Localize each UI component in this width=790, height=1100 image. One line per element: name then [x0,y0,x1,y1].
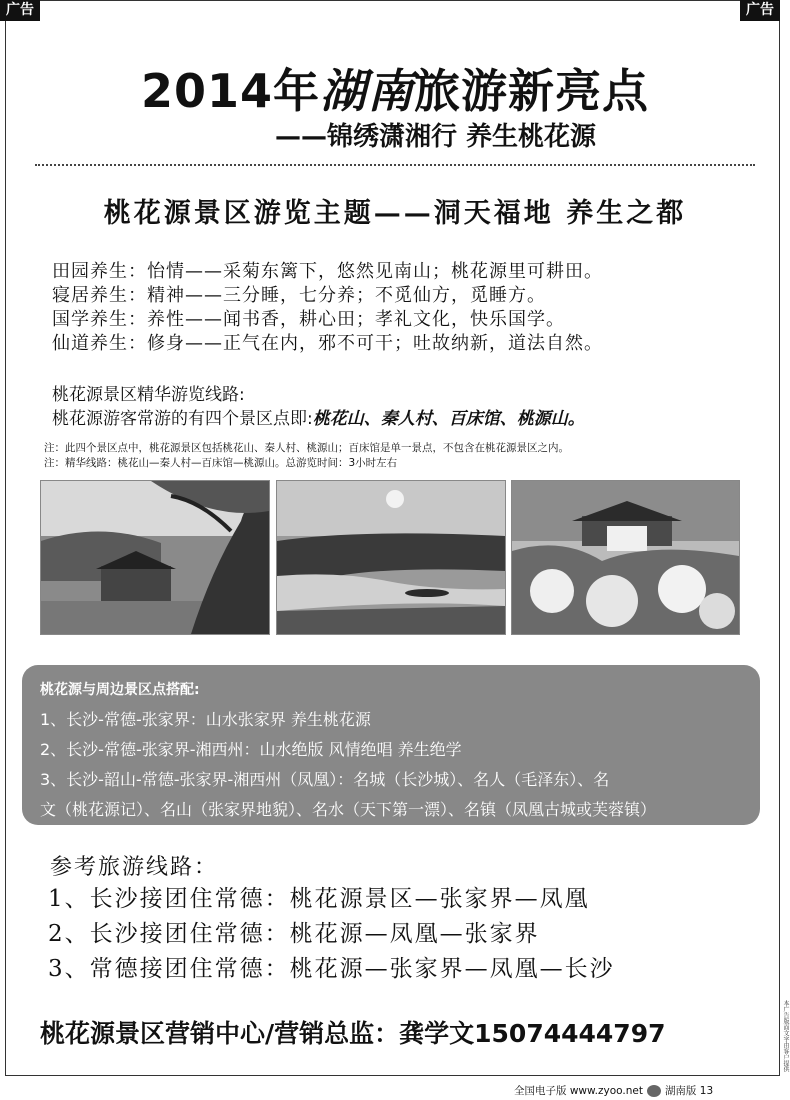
photo-temple [511,480,740,635]
route-heading: 桃花源景区精华游览线路: [52,385,245,405]
note-line: 注：精华线路：桃花山—秦人村—百床馆—桃源山。总游览时间：3小时左右 [44,457,398,469]
photo-river [276,480,506,635]
health-item: 仙道养生：修身——正气在内，邪不可干；吐故纳新，道法自然。 [52,333,603,354]
publication-logo-icon [647,1085,661,1097]
notes [44,441,569,471]
route-spots: 桃花山、秦人村、百床馆、桃源山。 [312,409,585,429]
combo-list [40,705,656,825]
route-intro-line: 桃花源游客常游的有四个景区点即:桃花山、秦人村、百床馆、桃源山。 [52,409,585,429]
ad-label-right: 广告 [740,0,780,21]
reference-item: 3、常德接团住常德：桃花源—张家界—凤凰—长沙 [48,956,615,982]
combo-heading: 桃花源与周边景区点搭配: [40,682,200,698]
contact-line: 桃花源景区营销中心/营销总监：龚学文15074444797 [40,1019,666,1048]
combo-item: 3、长沙-韶山-常德-张家界-湘西州（凤凰）：名城（长沙城）、名人（毛泽东）、名 [40,770,610,789]
reference-list [48,882,615,987]
title-hunan-calligraphy: 湖南 [320,64,415,118]
reference-title: 参考旅游线路： [50,855,219,880]
combo-item: 2、长沙-常德-张家界-湘西州：山水绝版 风情绝唱 养生绝学 [40,740,462,759]
footer-site: 全国电子版 www.zyoo.net [514,1085,643,1097]
reference-item: 1、长沙接团住常德：桃花源景区—张家界—凤凰 [48,886,590,912]
route-section [52,383,585,431]
dotted-divider [35,164,755,166]
footer-page: 湖南版 13 [664,1085,714,1097]
footer [514,1083,713,1098]
page-subtitle: ——锦绣潇湘行 养生桃花源 [275,122,597,152]
health-item: 国学养生：养性——闻书香，耕心田；孝礼文化，快乐国学。 [52,309,565,330]
combo-item: 文（桃花源记）、名山（张家界地貌）、名水（天下第一漂）、名镇（凤凰古城或芙蓉镇） [40,800,657,819]
note-line: 注：此四个景区点中，桃花源景区包括桃花山、秦人村、桃源山；百床馆是单一景点，不包含在桃花源景区之内。 [44,442,569,454]
health-list [52,260,603,356]
health-item: 田园养生：怡情——采菊东篱下，悠然见南山；桃花源里可耕田。 [52,261,603,282]
health-item: 寝居养生：精神——三分睡，七分养；不觅仙方，觅睡方。 [52,285,546,306]
combo-box [22,665,760,825]
combo-item: 1、长沙-常德-张家界：山水张家界 养生桃花源 [40,710,371,729]
reference-item: 2、长沙接团住常德：桃花源—凤凰—张家界 [48,921,540,947]
side-note: 本广告版面文字由客户提供 [782,1000,789,1072]
theme-heading: 桃花源景区游览主题——洞天福地 养生之都 [103,198,687,229]
page-title: 2014年湖南旅游新亮点 [140,64,650,118]
photo-village [40,480,270,635]
ad-label-left: 广告 [0,0,40,21]
